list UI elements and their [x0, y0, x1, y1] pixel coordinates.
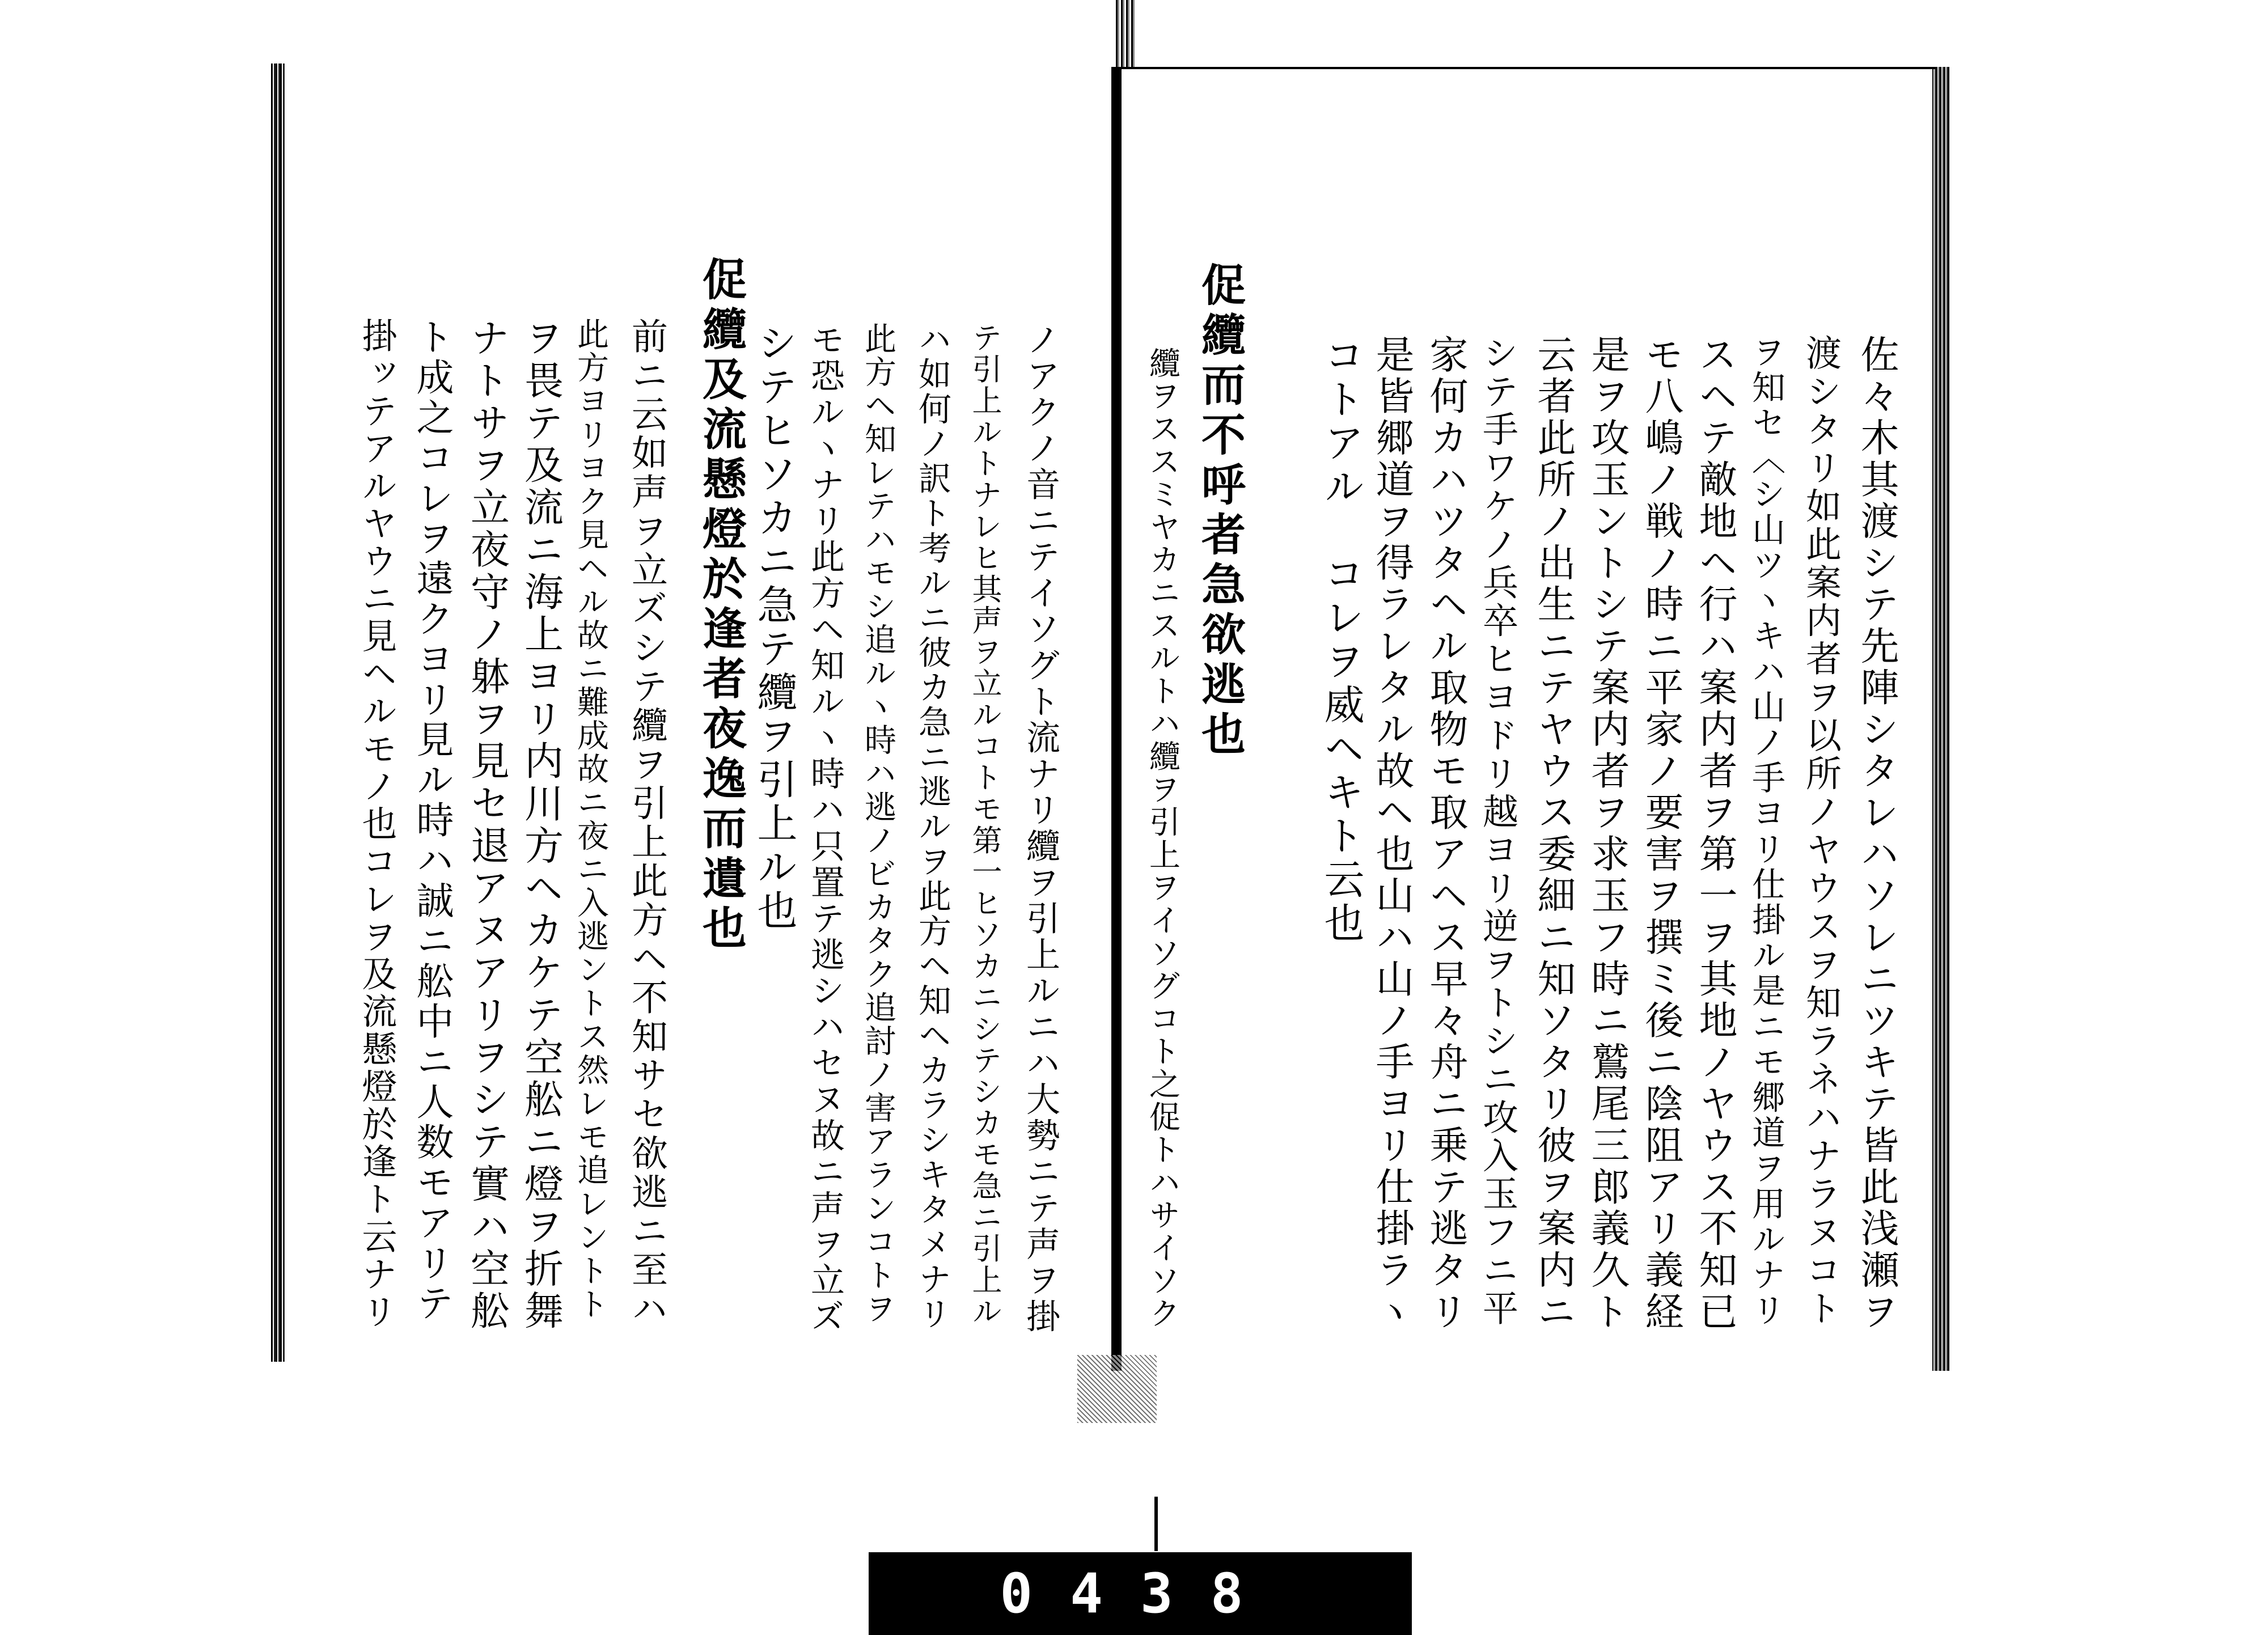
left-page-line: 此方ヘ知レテハモシ追ルヽ時ハ逃ノビカタク追討ノ害アランコトヲ — [860, 322, 896, 1325]
left-page-body-line: 此方ヨリヨク見ヘル故ニ難成故ニ夜ニ入逃ントス然レモ追レントト — [572, 317, 609, 1321]
left-page-line: シテヒソカニ急テ纜ヲ引上ル也 — [751, 322, 798, 933]
right-page-line: 是ヲ攻玉ントシテ案内者ヲ求玉フ時ニ鷲尾三郎義久ト — [1585, 334, 1630, 1333]
right-page-line: 佐々木其渡シテ先陣シタレハソレニツキテ皆此浅瀬ヲ — [1854, 334, 1899, 1333]
page-number: 0438 — [1000, 1562, 1281, 1625]
right-page-line: シテ手ワケノ兵卒ヒヨドリ越ヨリ逆ヲトシニ攻入玉フニ平 — [1477, 334, 1518, 1328]
right-page-line: モ八嶋ノ戦ノ時ニ平家ノ要害ヲ撰ミ後ニ陰阻アリ義経 — [1639, 334, 1683, 1333]
left-page-line: モ恐ルヽナリ此方ヘ知ルヽ時ハ只置テ逃シハセヌ故ニ声ヲ立ズ — [805, 322, 845, 1335]
right-page-line: 是皆郷道ヲ得ラレタル故ヘ也山ハ山ノ手ヨリ仕掛ラヽ — [1369, 334, 1414, 1333]
right-page-line: ヲ知セ〈シ山ツヽキハ山ノ手ヨリ仕掛ル是ニモ郷道ヲ用ルナリ — [1746, 334, 1785, 1328]
right-page-line: コトアル コレヲ威ヘキト云也 — [1318, 334, 1365, 946]
right-page-heading-note: 纜ヲススミヤカニスルトハ纜ヲ引上ヲイソグコト之促トハサイソク — [1144, 347, 1180, 1330]
left-page-edge — [271, 63, 285, 1362]
page-number-plate — [869, 1552, 1412, 1635]
spine-shadow — [1077, 1355, 1157, 1423]
left-page-line: ノアクノ音ニテイソグト流ナリ纜ヲ引上ルニハ大勢ニテ声ヲ掛 — [1021, 322, 1060, 1335]
left-page-heading: 促纜及流懸燈於逢者夜逸而遺也 — [695, 256, 747, 955]
right-page-line: 云者此所ノ出生ニテヤウス委細ニ知ソタリ彼ヲ案内ニ — [1531, 334, 1576, 1333]
left-page-body-line: 掛ッテアルヤウニ見ヘルモノ也コレヲ及流懸燈於逢ト云ナリ — [356, 317, 397, 1331]
right-page-line: 渡シタリ如此案内者ヲ以所ノヤウスヲ知ラネハナラヌコト — [1800, 334, 1842, 1328]
top-clip — [1116, 0, 1135, 68]
right-page-edge — [1932, 67, 1949, 1371]
left-page-body-line: ヲ畏テ及流ニ海上ヨリ内川方ヘカケテ空舩ニ燈ヲ折舞 — [518, 317, 563, 1333]
right-page-top-border — [1120, 67, 1936, 69]
right-page-heading: 促纜而不呼者急欲逃也 — [1194, 262, 1246, 761]
left-page-line: ハ如何ノ訳ト考ルニ彼カ急ニ逃ルヲ此方ヘ知ヘカラシキタメナリ — [913, 322, 951, 1332]
right-page-line: 家何カハツタヘル取物モ取アヘス早々舟ニ乗テ逃タリ — [1423, 334, 1468, 1333]
left-page-body-line: ト成之コレヲ遠クヨリ見ル時ハ誠ニ舩中ニ人数モアリテ — [410, 317, 454, 1324]
plate-tick — [1154, 1497, 1158, 1551]
left-page-line: テ引上ルトナレヒ其声ヲ立ルコトモ第一ヒソカニシテシカモ急ニ引上ル — [967, 322, 1002, 1327]
left-page-body-line: 前ニ云如声ヲ立ズシテ纜ヲ引上此方ヘ不知サセ欲逃ニ至ハ — [625, 317, 667, 1329]
left-page-body-line: ナトサヲ立夜守ノ躰ヲ見セ退アヌアリヲシテ實ハ空舩 — [464, 317, 509, 1333]
right-page-line: スヘテ敵地ヘ行ハ案内者ヲ第一ヲ其地ノヤウス不知已 — [1692, 334, 1737, 1333]
book-spine — [1111, 67, 1122, 1371]
